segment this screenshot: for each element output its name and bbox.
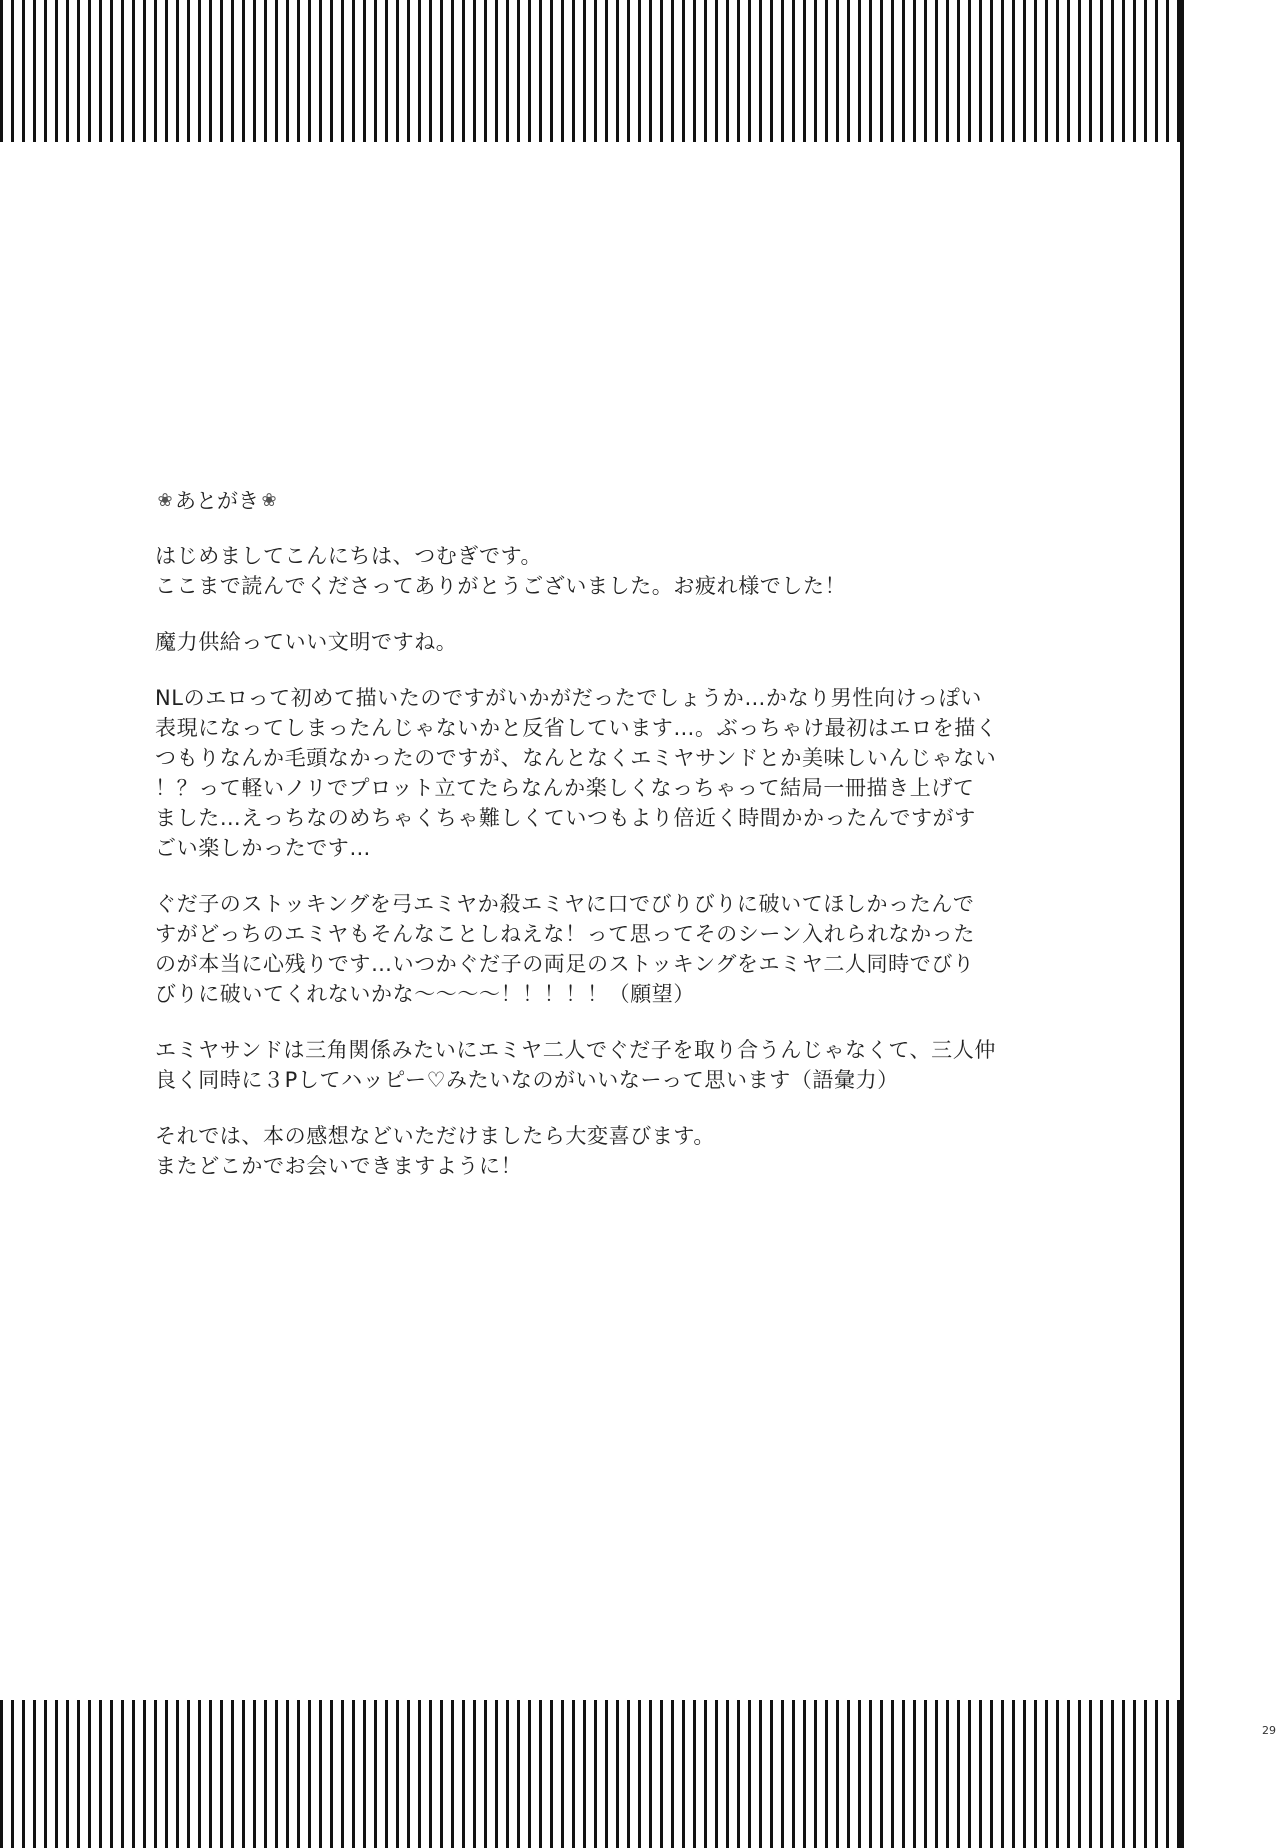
- text-line: NLのエロって初めて描いたのですがいかがだったでしょうか…かなり男性向けっぽい: [155, 686, 982, 710]
- text-line: ました…えっちなのめちゃくちゃ難しくていつもより倍近く時間かかったんですがす: [155, 806, 976, 830]
- bottom-stripe-border: [0, 1700, 1180, 1848]
- paragraph-greeting: [155, 541, 1055, 601]
- text-line: はじめましてこんにちは、つむぎです。: [155, 544, 543, 568]
- text-line: ここまで読んでくださってありがとうございました。お疲れ様でした！: [155, 574, 847, 598]
- text-line: すがどっちのエミヤもそんなことしねえな！って思ってそのシーン入れられなかった: [155, 922, 975, 946]
- text-line: またどこかでお会いできますように！: [155, 1154, 523, 1178]
- afterword-heading: [155, 483, 1055, 519]
- text-line: ごい楽しかったです…: [155, 836, 371, 860]
- text-line: 魔力供給っていい文明ですね。: [155, 630, 458, 654]
- text-line: 表現になってしまったんじゃないかと反省しています…。ぶっちゃけ最初はエロを描く: [155, 716, 998, 740]
- text-line: のが本当に心残りです…いつかぐだ子の両足のストッキングをエミヤ二人同時でびり: [155, 952, 975, 976]
- right-border-rule: [1180, 0, 1184, 1848]
- text-line: ！？って軽いノリでプロット立てたらなんか楽しくなっちゃって結局一冊描き上げて: [155, 776, 975, 800]
- text-line: びりに破いてくれないかな〜〜〜〜！！！！！（願望）: [155, 982, 695, 1006]
- paragraph-emiya-sandwich: [155, 1035, 1055, 1095]
- paragraph-stocking: [155, 889, 1055, 1009]
- paragraph-first-nl: [155, 683, 1055, 863]
- paragraph-mana-supply: [155, 627, 1055, 657]
- top-stripe-border: [0, 0, 1180, 142]
- afterword-section: [155, 483, 1055, 1207]
- flower-ornament-icon: ❀: [157, 490, 173, 511]
- flower-ornament-icon: ❀: [261, 490, 277, 511]
- page-number: 29: [1262, 1724, 1276, 1737]
- text-line: それでは、本の感想などいただけましたら大変喜びます。: [155, 1124, 715, 1148]
- text-line: つもりなんか毛頭なかったのですが、なんとなくエミヤサンドとか美味しいんじゃない: [155, 746, 997, 770]
- text-line: エミヤサンドは三角関係みたいにエミヤ二人でぐだ子を取り合うんじゃなくて、三人仲: [155, 1038, 996, 1062]
- text-line: 良く同時に３Pしてハッピー♡みたいなのがいいなーって思います（語彙力）: [155, 1068, 899, 1092]
- afterword-heading-text: あとがき: [175, 489, 259, 513]
- paragraph-closing: [155, 1121, 1055, 1181]
- text-line: ぐだ子のストッキングを弓エミヤか殺エミヤに口でびりびりに破いてほしかったんで: [155, 892, 975, 916]
